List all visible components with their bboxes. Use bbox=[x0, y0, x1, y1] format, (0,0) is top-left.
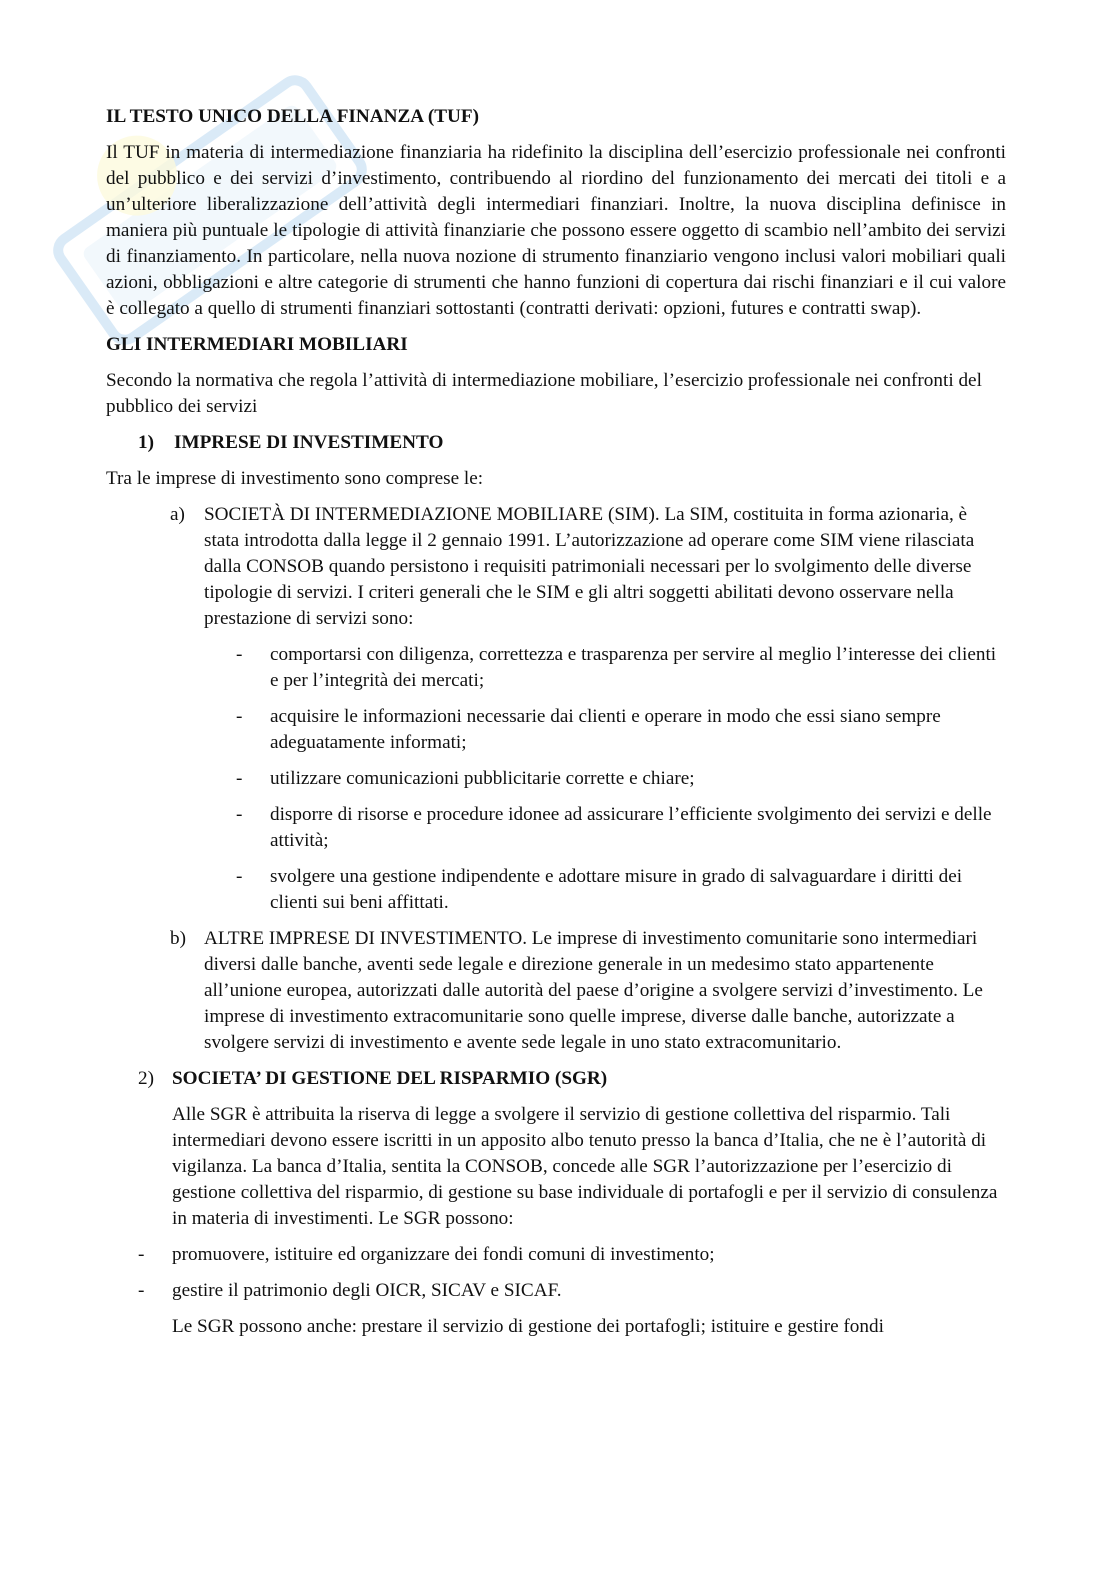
item1-heading bbox=[138, 430, 1006, 456]
item1-b-text: ALTRE IMPRESE DI INVESTIMENTO. Le imprese di investimento comunitarie sono intermediari diversi dalle banche, aventi sede legale e direzione generale in un medesimo stato appartenente all’unione europea, autorizzati dalle autorità del paese d’origine a svolgere servizi d’investimento. Le imprese di investimento extracomunitarie sono quelle imprese, diverse dalle banche, autorizzate a svolgere servizi di investimento e avente sede legale in uno stato extracomunitario. bbox=[204, 928, 983, 1053]
list-item: - gestire il patrimonio degli OICR, SICAV e SICAF. bbox=[138, 1280, 562, 1301]
list-item: - utilizzare comunicazioni pubblicitarie corrette e chiare; bbox=[236, 768, 695, 789]
item2-title: SOCIETA’ DI GESTIONE DEL RISPARMIO (SGR) bbox=[172, 1068, 608, 1089]
list-item: - comportarsi con diligenza, correttezza e trasparenza per servire al meglio l’interesse dei clienti e per l’integrità dei mercati; bbox=[236, 644, 997, 691]
item1-a bbox=[170, 502, 1006, 632]
section-title-intermediari: GLI INTERMEDIARI MOBILIARI bbox=[106, 334, 408, 355]
section-title-tuf: IL TESTO UNICO DELLA FINANZA (TUF) bbox=[106, 106, 480, 127]
item1-a-label: a) bbox=[170, 504, 185, 525]
item1-intro: Tra le imprese di investimento sono comprese le: bbox=[106, 468, 484, 489]
list-item: - acquisire le informazioni necessarie dai clienti e operare in modo che essi siano sempre adeguatamente informati; bbox=[236, 706, 941, 753]
list-item: - promuovere, istituire ed organizzare dei fondi comuni di investimento; bbox=[138, 1244, 715, 1265]
item1-number: 1) bbox=[138, 432, 154, 453]
item2-number: 2) bbox=[138, 1068, 154, 1089]
item1-a-text: SOCIETÀ DI INTERMEDIAZIONE MOBILIARE (SIM). La SIM, costituita in forma azionaria, è stata introdotta dalla legge il 2 gennaio 1991. L’autorizzazione ad operare come SIM viene rilasciata dalla CONSOB quando persistono i requisiti patrimoniali necessari per lo svolgimento delle diverse tipologie di servizi. I criteri generali che le SIM e gli altri soggetti abilitati devono osservare nella prestazione di servizi sono: bbox=[204, 504, 975, 629]
item2-bullets bbox=[138, 1242, 1006, 1304]
item2-closing: Le SGR possono anche: prestare il servizio di gestione dei portafogli; istituire e gestire fondi bbox=[172, 1316, 884, 1337]
section-body-tuf: Il TUF in materia di intermediazione finanziaria ha ridefinito la disciplina dell’esercizio professionale nei confronti del pubblico e dei servizi d’investimento, contribuendo al riordino del funzionamento dei mercati dei titoli e a un’ulteriore liberalizzazione dell’attività degli intermediari finanziari. Inoltre, la nuova disciplina definisce in maniera più puntuale le tipologie di attività finanziarie che possono essere oggetto di scambio nell’ambito dei servizi di finanziamento. In particolare, nella nuova nozione di strumento finanziario vengono inclusi valori mobiliari quali azioni, obbligazioni e altre categorie di strumenti che hanno funzioni di copertura dai rischi finanziari e il cui valore è collegato a quello di strumenti finanziari sottostanti (contratti derivati: opzioni, futures e contratti swap). bbox=[106, 142, 1006, 319]
item1-b-label: b) bbox=[170, 928, 186, 949]
item1-title: IMPRESE DI INVESTIMENTO bbox=[174, 432, 444, 453]
list-item: - disporre di risorse e procedure idonee ad assicurare l’efficiente svolgimento dei servizi e delle attività; bbox=[236, 804, 992, 851]
item1-b bbox=[170, 926, 1006, 1056]
list-item: - svolgere una gestione indipendente e adottare misure in grado di salvaguardare i diritti dei clienti sui beni affittati. bbox=[236, 866, 963, 913]
document-page bbox=[106, 104, 1006, 1350]
item1-a-bullets bbox=[236, 642, 1006, 916]
item2-heading bbox=[138, 1066, 1006, 1092]
section-body-intermediari: Secondo la normativa che regola l’attività di intermediazione mobiliare, l’esercizio professionale nei confronti del pubblico dei servizi bbox=[106, 370, 982, 417]
item2-body: Alle SGR è attribuita la riserva di legge a svolgere il servizio di gestione collettiva del risparmio. Tali intermediari devono essere iscritti in un apposito albo tenuto presso la banca d’Italia, che ne è l’autorità di vigilanza. La banca d’Italia, sentita la CONSOB, concede alle SGR l’autorizzazione per l’esercizio di gestione collettiva del risparmio, di gestione su base individuale di portafogli e per il servizio di consulenza in materia di investimenti. Le SGR possono: bbox=[172, 1104, 998, 1229]
